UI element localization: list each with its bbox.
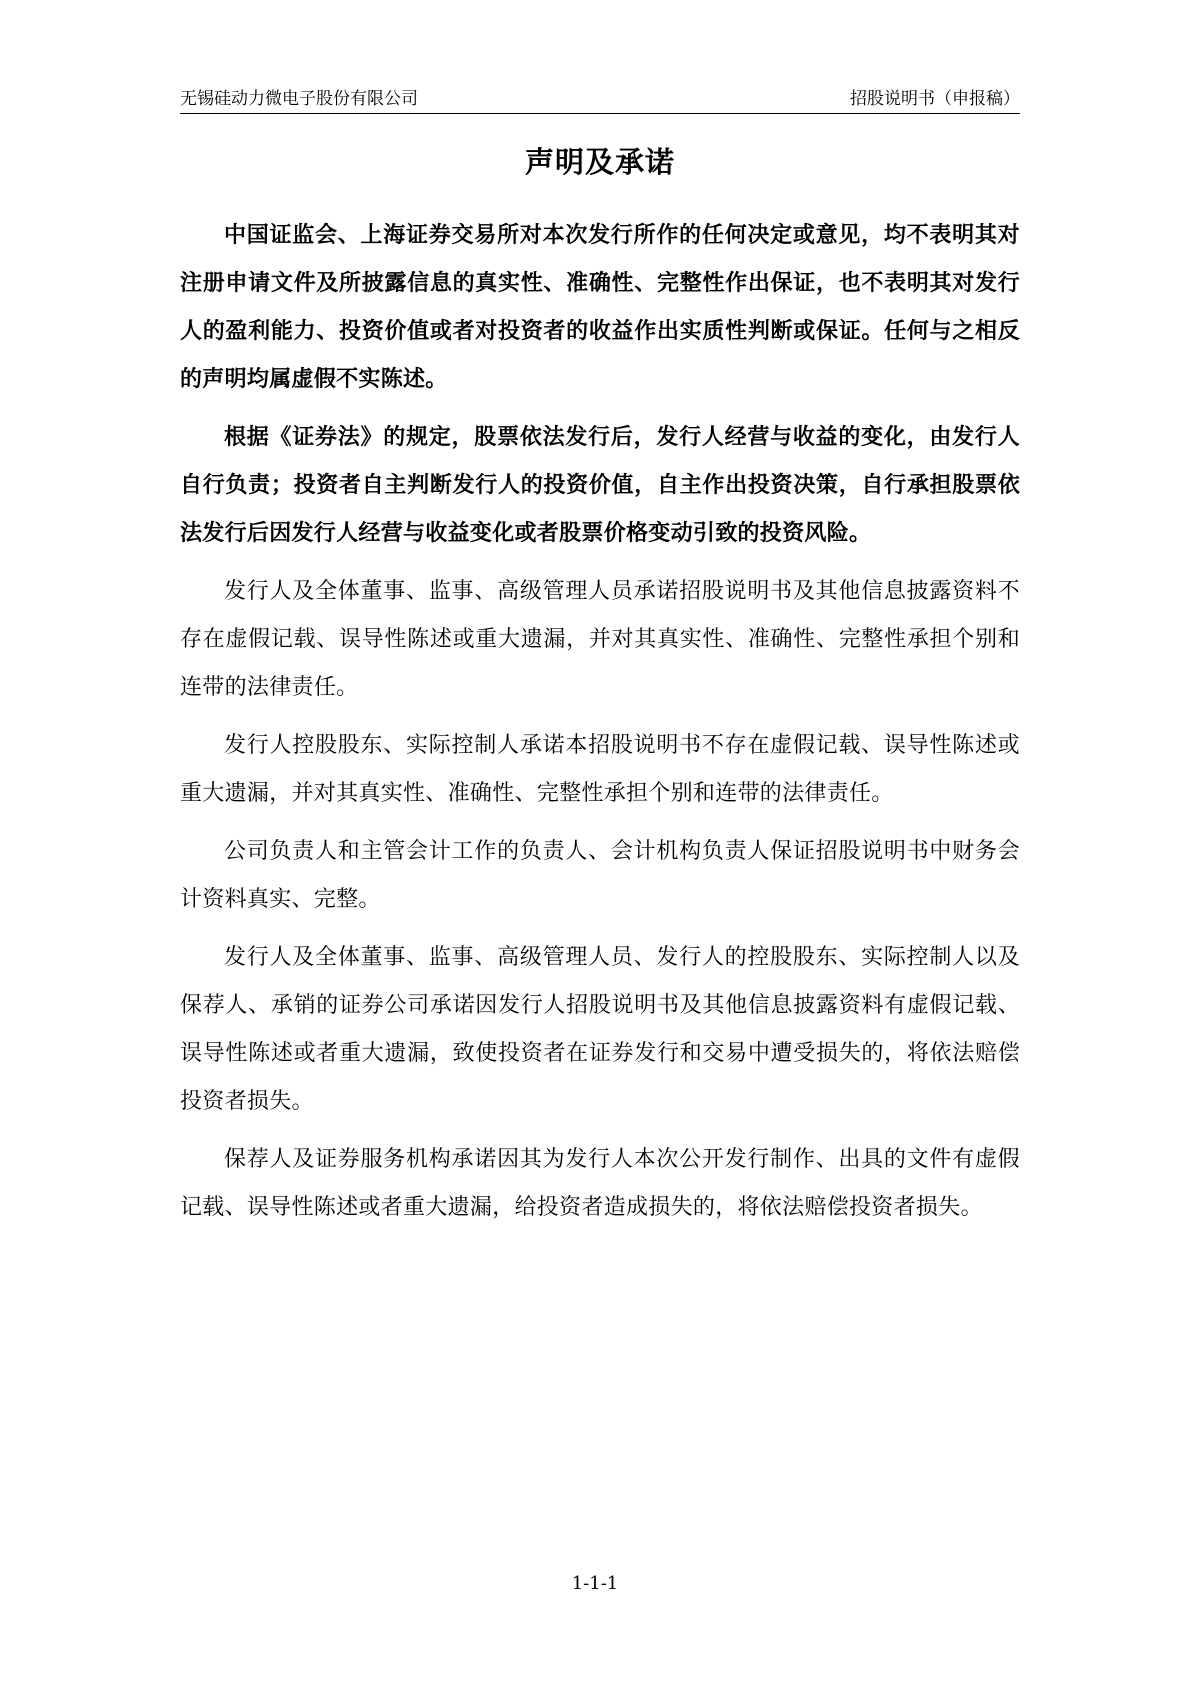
page-header [180, 84, 1020, 114]
page-number: 1-1-1 [571, 1573, 619, 1594]
declaration-body [180, 212, 1020, 1242]
paragraph: 发行人控股股东、实际控制人承诺本招股说明书不存在虚假记载、误导性陈述或重大遗漏，并对其真实性、准确性、完整性承担个别和连带的法律责任。 [180, 733, 1020, 806]
paragraph: 中国证监会、上海证券交易所对本次发行所作的任何决定或意见，均不表明其对注册申请文件及所披露信息的真实性、准确性、完整性作出保证，也不表明其对发行人的盈利能力、投资价值或者对投资者的收益作出实质性判断或保证。任何与之相反的声明均属虚假不实陈述。 [180, 223, 1020, 392]
header-document-type: 招股说明书（申报稿） [850, 89, 1020, 109]
paragraph: 发行人及全体董事、监事、高级管理人员承诺招股说明书及其他信息披露资料不存在虚假记载、误导性陈述或重大遗漏，并对其真实性、准确性、完整性承担个别和连带的法律责任。 [180, 579, 1020, 700]
paragraph: 根据《证券法》的规定，股票依法发行后，发行人经营与收益的变化，由发行人自行负责；投资者自主判断发行人的投资价值，自主作出投资决策，自行承担股票依法发行后因发行人经营与收益变化或者股票价格变动引致的投资风险。 [180, 425, 1020, 546]
paragraph: 公司负责人和主管会计工作的负责人、会计机构负责人保证招股说明书中财务会计资料真实、完整。 [180, 839, 1020, 912]
page-title: 声明及承诺 [524, 145, 675, 179]
header-company-name: 无锡硅动力微电子股份有限公司 [180, 89, 418, 109]
paragraph: 保荐人及证券服务机构承诺因其为发行人本次公开发行制作、出具的文件有虚假记载、误导性陈述或者重大遗漏，给投资者造成损失的，将依法赔偿投资者损失。 [180, 1147, 1020, 1220]
paragraph: 发行人及全体董事、监事、高级管理人员、发行人的控股股东、实际控制人以及保荐人、承销的证券公司承诺因发行人招股说明书及其他信息披露资料有虚假记载、误导性陈述或者重大遗漏，致使投资者在证券发行和交易中遭受损失的，将依法赔偿投资者损失。 [180, 945, 1020, 1114]
